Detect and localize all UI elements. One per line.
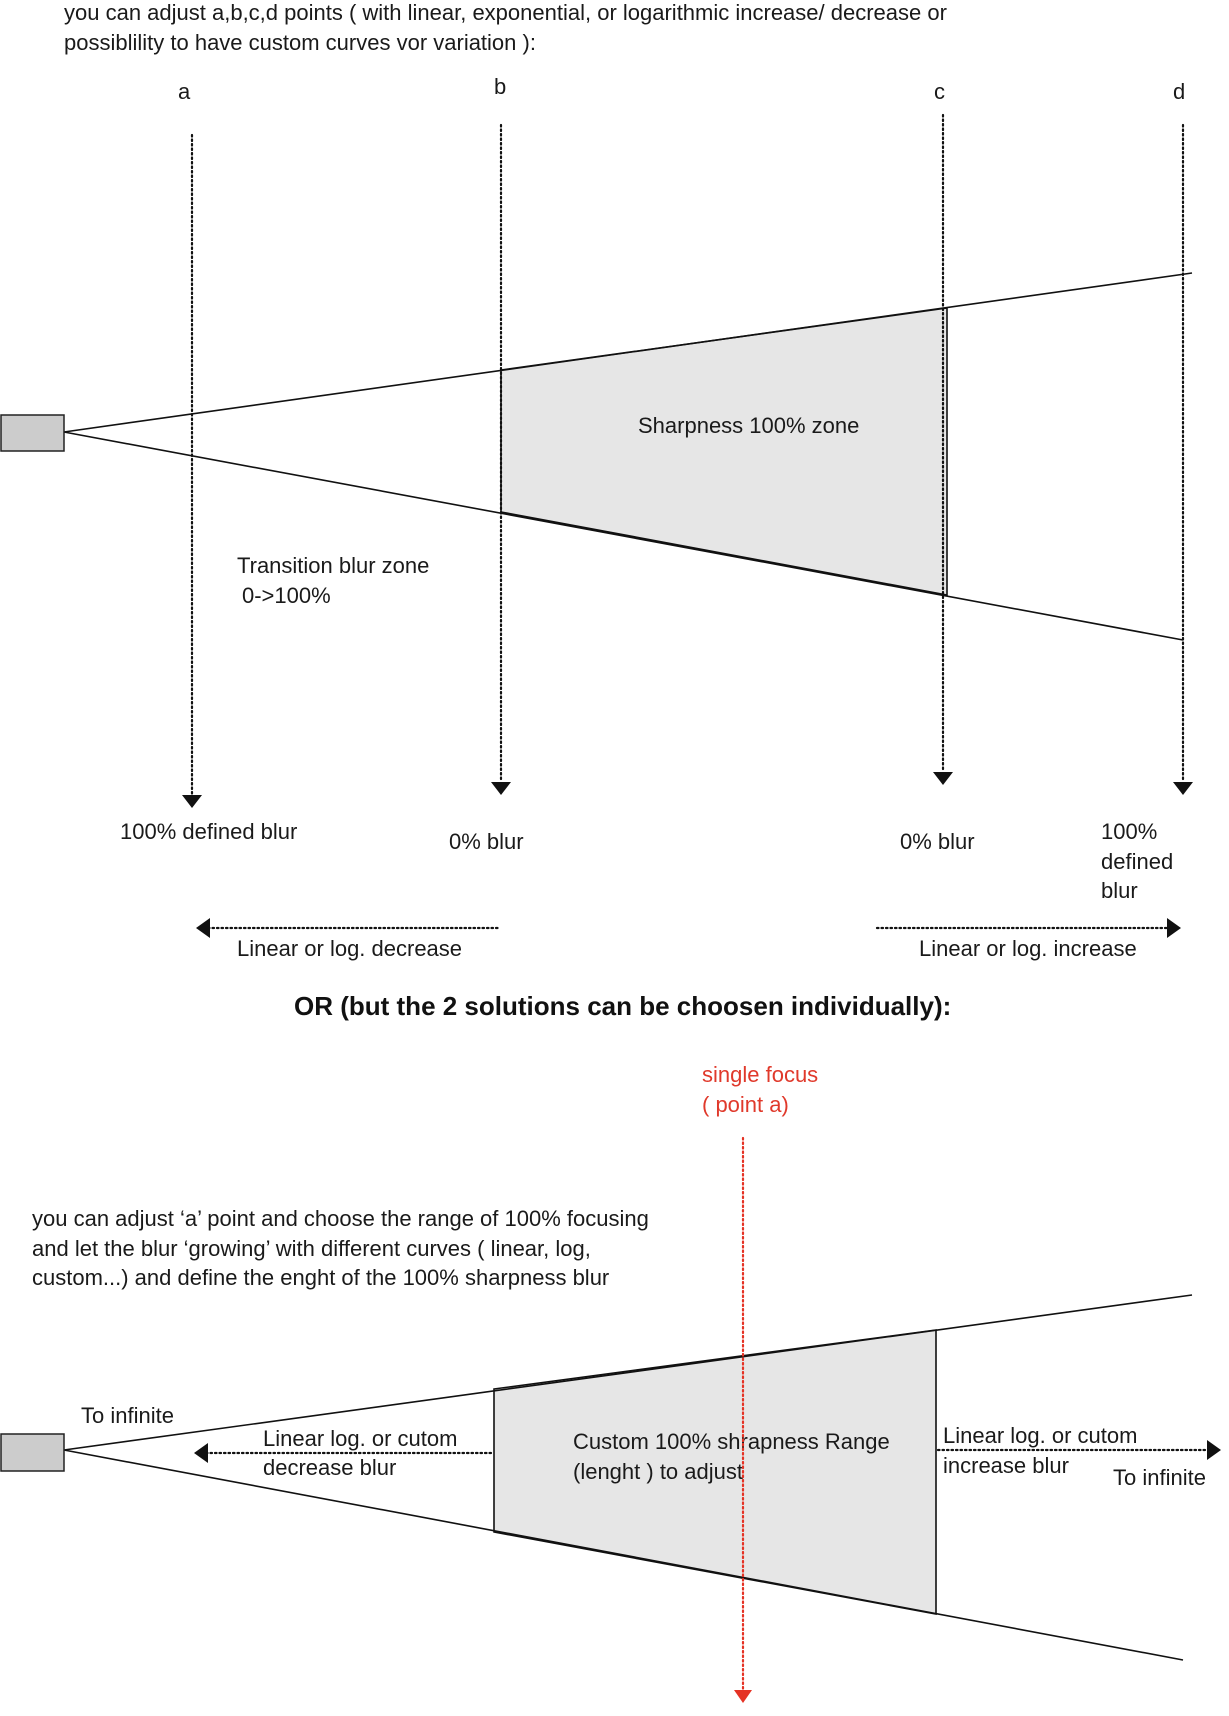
bottom-intro-line1: you can adjust ‘a’ point and choose the range of 100% focusing: [32, 1206, 649, 1231]
point-b-label: b: [494, 74, 507, 99]
top-intro-line1: you can adjust a,b,c,d points ( with linear, exponential, or logarithmic increase/ decrease or: [64, 0, 947, 25]
focus-label-line2: ( point a): [702, 1092, 789, 1117]
point-d-label: d: [1173, 79, 1186, 104]
label-b-blur: 0% blur: [449, 829, 524, 854]
separator-heading: OR (but the 2 solutions can be choosen individually):: [294, 991, 952, 1021]
bottom-increase-arrow-icon: [1207, 1440, 1221, 1460]
label-d-line2: defined: [1101, 849, 1174, 874]
camera-icon: [1, 415, 64, 451]
point-b-arrow-icon: [491, 782, 511, 795]
bottom-diagram: [1, 1062, 1221, 1703]
bottom-decrease-line1: Linear log. or cutom: [263, 1426, 458, 1451]
label-d-line1: 100%: [1101, 819, 1158, 844]
bottom-intro-line2: and let the blur ‘growing’ with different curves ( linear, log,: [32, 1236, 591, 1261]
bottom-increase-line1: Linear log. or cutom: [943, 1423, 1138, 1448]
top-intro-line2: possiblility to have custom curves vor variation ):: [64, 30, 536, 55]
bottom-decrease-line2: decrease blur: [263, 1455, 397, 1480]
point-d-arrow-icon: [1173, 782, 1193, 795]
bottom-intro-line3: custom...) and define the enght of the 100% sharpness blur: [32, 1265, 610, 1290]
bottom-camera-icon: [1, 1434, 64, 1471]
sharp-zone-label: Sharpness 100% zone: [638, 413, 860, 438]
sharpness-zone: [501, 308, 947, 595]
point-a-arrow-icon: [182, 795, 202, 808]
bottom-decrease-arrow-icon: [194, 1443, 208, 1463]
to-infinite-left: To infinite: [81, 1403, 174, 1428]
transition-label-line2: 0->100%: [242, 583, 331, 608]
bottom-increase-line2: increase blur: [943, 1453, 1069, 1478]
label-d-line3: blur: [1101, 878, 1138, 903]
increase-arrow-icon: [1167, 918, 1181, 938]
transition-label-line1: Transition blur zone: [237, 553, 430, 578]
single-focus-arrow-icon: [734, 1690, 752, 1703]
to-infinite-right: To infinite: [1113, 1465, 1206, 1490]
point-c-label: c: [934, 79, 945, 104]
point-a-label: a: [178, 79, 191, 104]
range-label-line2: (lenght ) to adjust: [573, 1459, 743, 1484]
range-label-line1: Custom 100% shrapness Range: [573, 1429, 890, 1454]
focus-label-line1: single focus: [702, 1062, 819, 1087]
decrease-label: Linear or log. decrease: [237, 936, 463, 961]
point-c-arrow-icon: [933, 772, 953, 785]
increase-label: Linear or log. increase: [919, 936, 1137, 961]
decrease-arrow-icon: [196, 918, 210, 938]
top-diagram: [1, 0, 1193, 961]
label-c-blur: 0% blur: [900, 829, 975, 854]
label-a-blur: 100% defined blur: [120, 819, 298, 844]
